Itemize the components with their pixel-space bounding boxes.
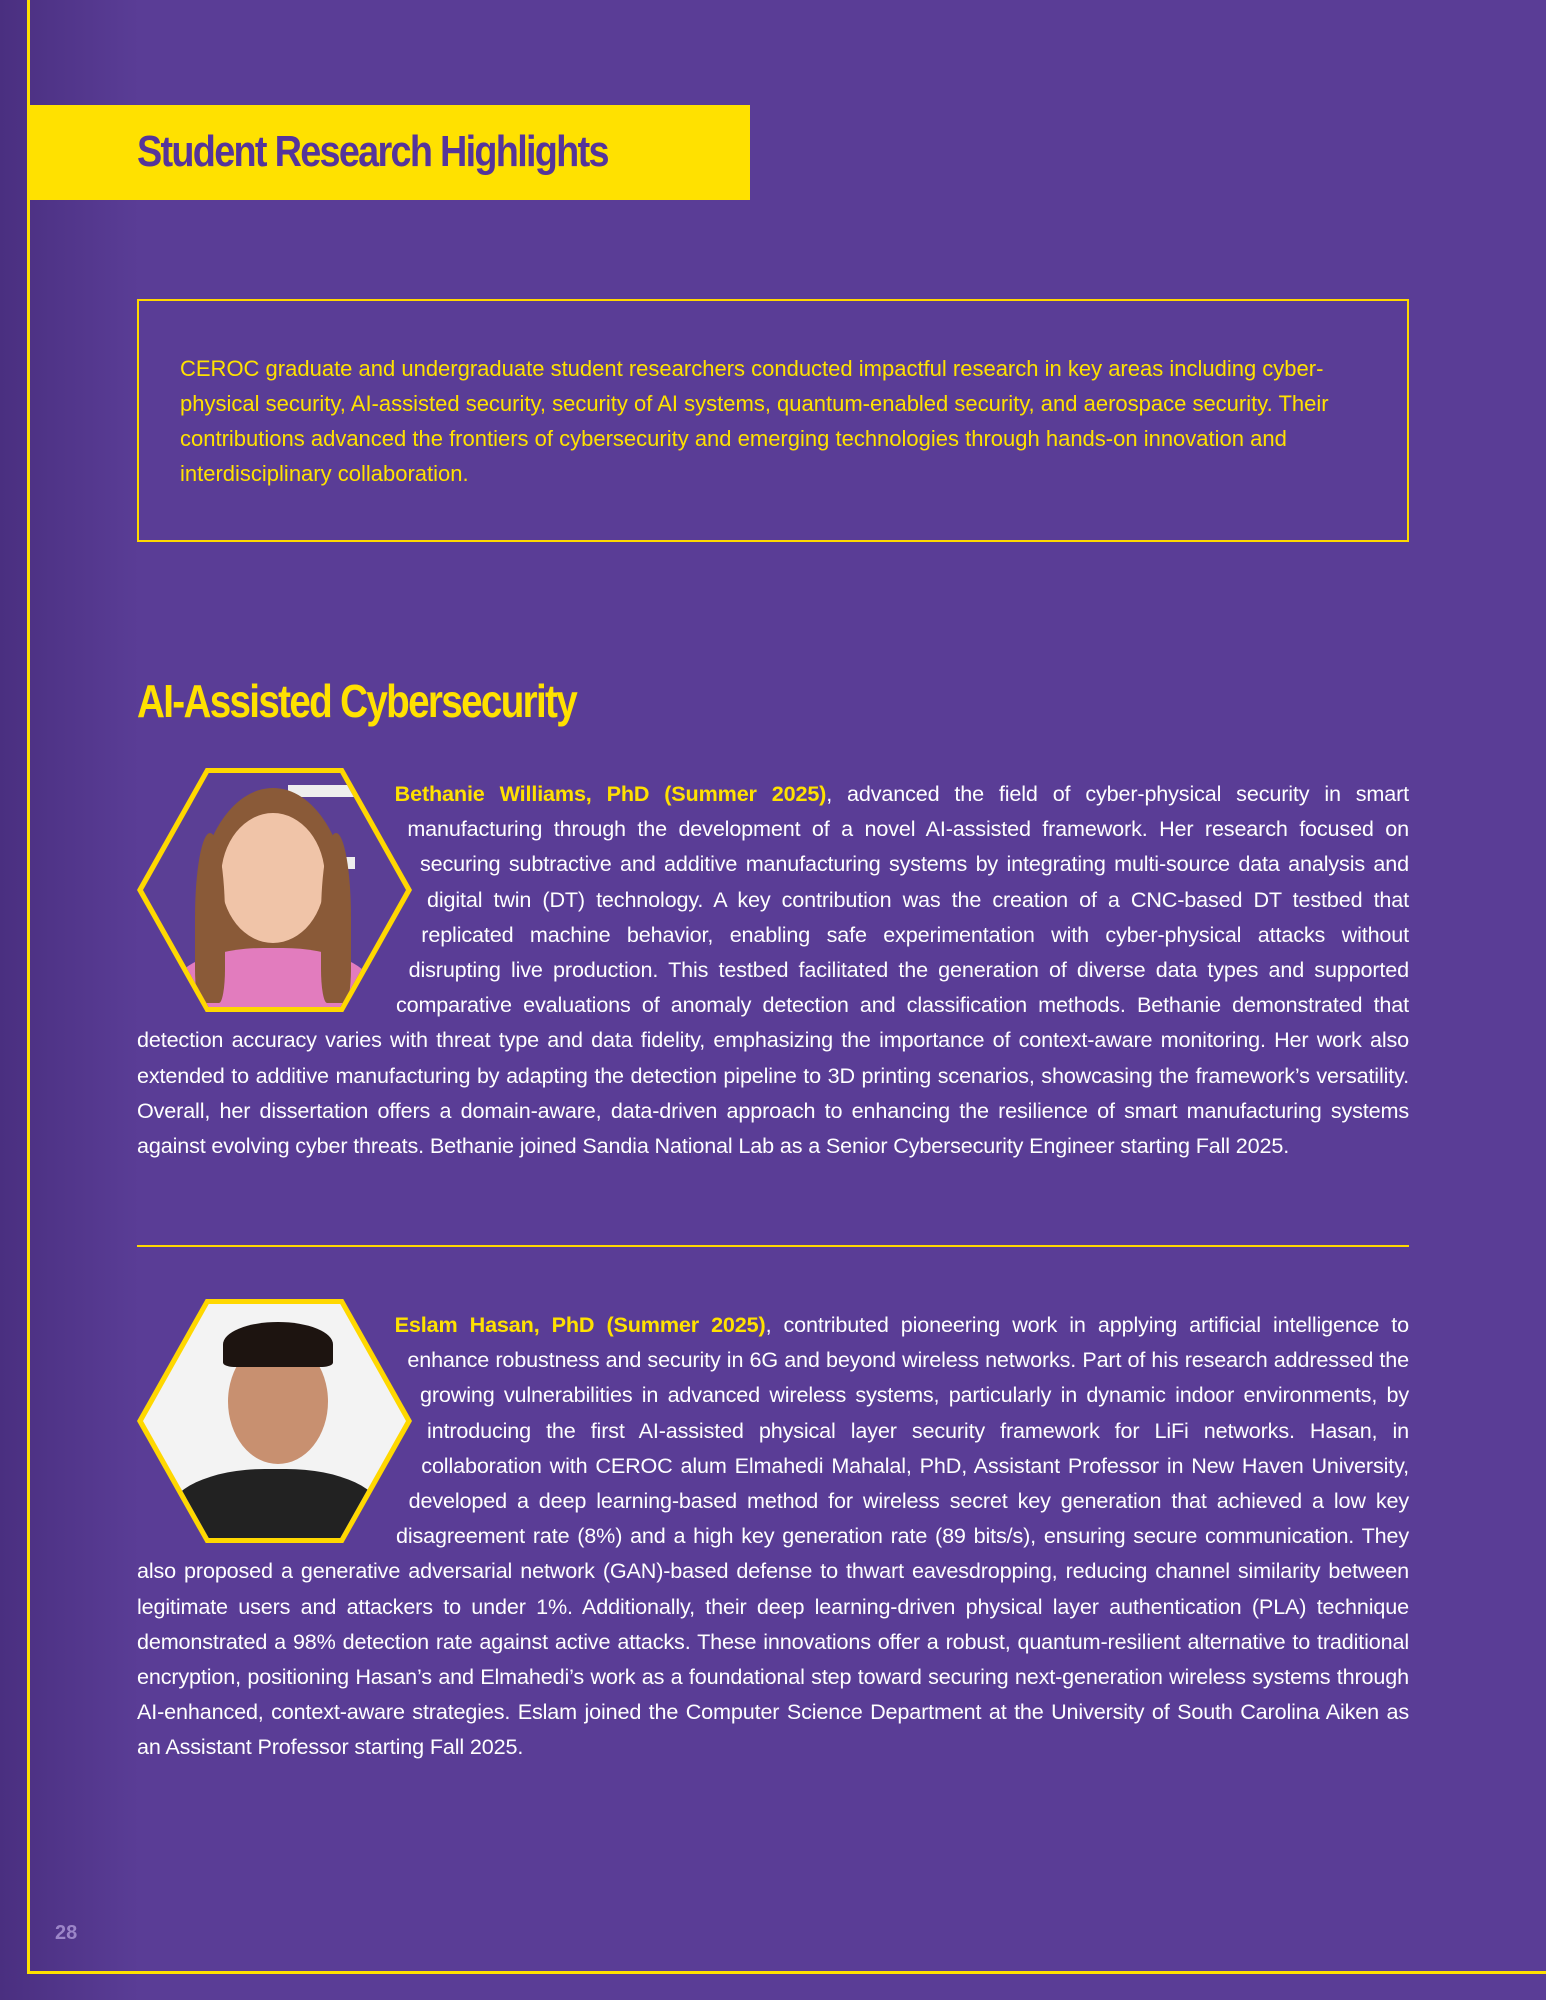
bio-bethanie-williams	[137, 776, 1409, 1163]
page-title: Student Research Highlights	[137, 127, 608, 176]
bio-text: , contributed pioneering work in applying artificial intelligence to enhance robustness and security in 6G and beyond wireless networks. Part of his research addressed the growing vulnerabilities in advanced wireless systems, particularly in dynamic indoor environments, by introducing the first AI-assisted physical layer security framework for LiFi networks. Hasan, in collaboration with CEROC alum Elmahedi Mahalal, PhD, Assistant Professor in New Haven University, developed a deep learning-based method for wireless secret key generation that achieved a low key disagreement rate (8%) and a high key generation rate (89 bits/s), ensuring secure communication. They also proposed a generative adversarial network (GAN)-based defense to thwart eavesdropping, reducing channel similarity between legitimate users and attackers to under 1%. Additionally, their deep learning-driven physical layer authentication (PLA) technique demonstrated a 98% detection rate against active attacks. These innovations offer a robust, quantum-resilient alternative to traditional encryption, positioning Hasan’s and Elmahedi’s work as a foundational step toward securing next-generation wireless systems through AI-enhanced, context-aware strategies. Eslam joined the Computer Science Department at the University of South Carolina Aiken as an Assistant Professor starting Fall 2025.	[137, 1312, 1409, 1760]
page-border-left	[27, 0, 30, 1973]
portrait-photo	[143, 773, 406, 1007]
page-border-bottom	[27, 1971, 1546, 1974]
photo-frame	[137, 768, 427, 1018]
section-heading: AI-Assisted Cybersecurity	[137, 675, 577, 727]
portrait-photo	[143, 1304, 406, 1538]
student-name: Eslam Hasan, PhD (Summer 2025)	[394, 1312, 766, 1337]
title-banner	[30, 105, 750, 200]
page-number: 28	[55, 1922, 78, 1944]
bio-eslam-hasan	[137, 1307, 1409, 1765]
intro-text: CEROC graduate and undergraduate student researchers conducted impactful research in key areas including cyber-physical security, AI-assisted security, security of AI systems, quantum-enabled security, and aerospace security. Their contributions advanced the frontiers of cybersecurity and emerging technologies through hands-on innovation and interdisciplinary collaboration.	[180, 356, 1329, 486]
section-divider	[137, 1245, 1409, 1247]
student-name: Bethanie Williams, PhD (Summer 2025)	[394, 781, 827, 806]
photo-frame	[137, 1299, 427, 1549]
intro-box	[137, 299, 1409, 542]
bio-text: , advanced the field of cyber-physical security in smart manufacturing through the development of a novel AI-assisted framework. Her research focused on securing subtractive and additive manufacturing systems by integrating multi-source data analysis and digital twin (DT) technology. A key contribution was the creation of a CNC-based DT testbed that replicated machine behavior, enabling safe experimentation with cyber-physical attacks without disrupting live production. This testbed facilitated the generation of diverse data types and supported comparative evaluations of anomaly detection and classification methods. Bethanie demonstrated that detection accuracy varies with threat type and data fidelity, emphasizing the importance of context-aware monitoring. Her work also extended to additive manufacturing by adapting the detection pipeline to 3D printing scenarios, showcasing the framework’s versatility. Overall, her dissertation offers a domain-aware, data-driven approach to enhancing the resilience of smart manufacturing systems against evolving cyber threats. Bethanie joined Sandia National Lab as a Senior Cybersecurity Engineer starting Fall 2025.	[137, 781, 1409, 1159]
